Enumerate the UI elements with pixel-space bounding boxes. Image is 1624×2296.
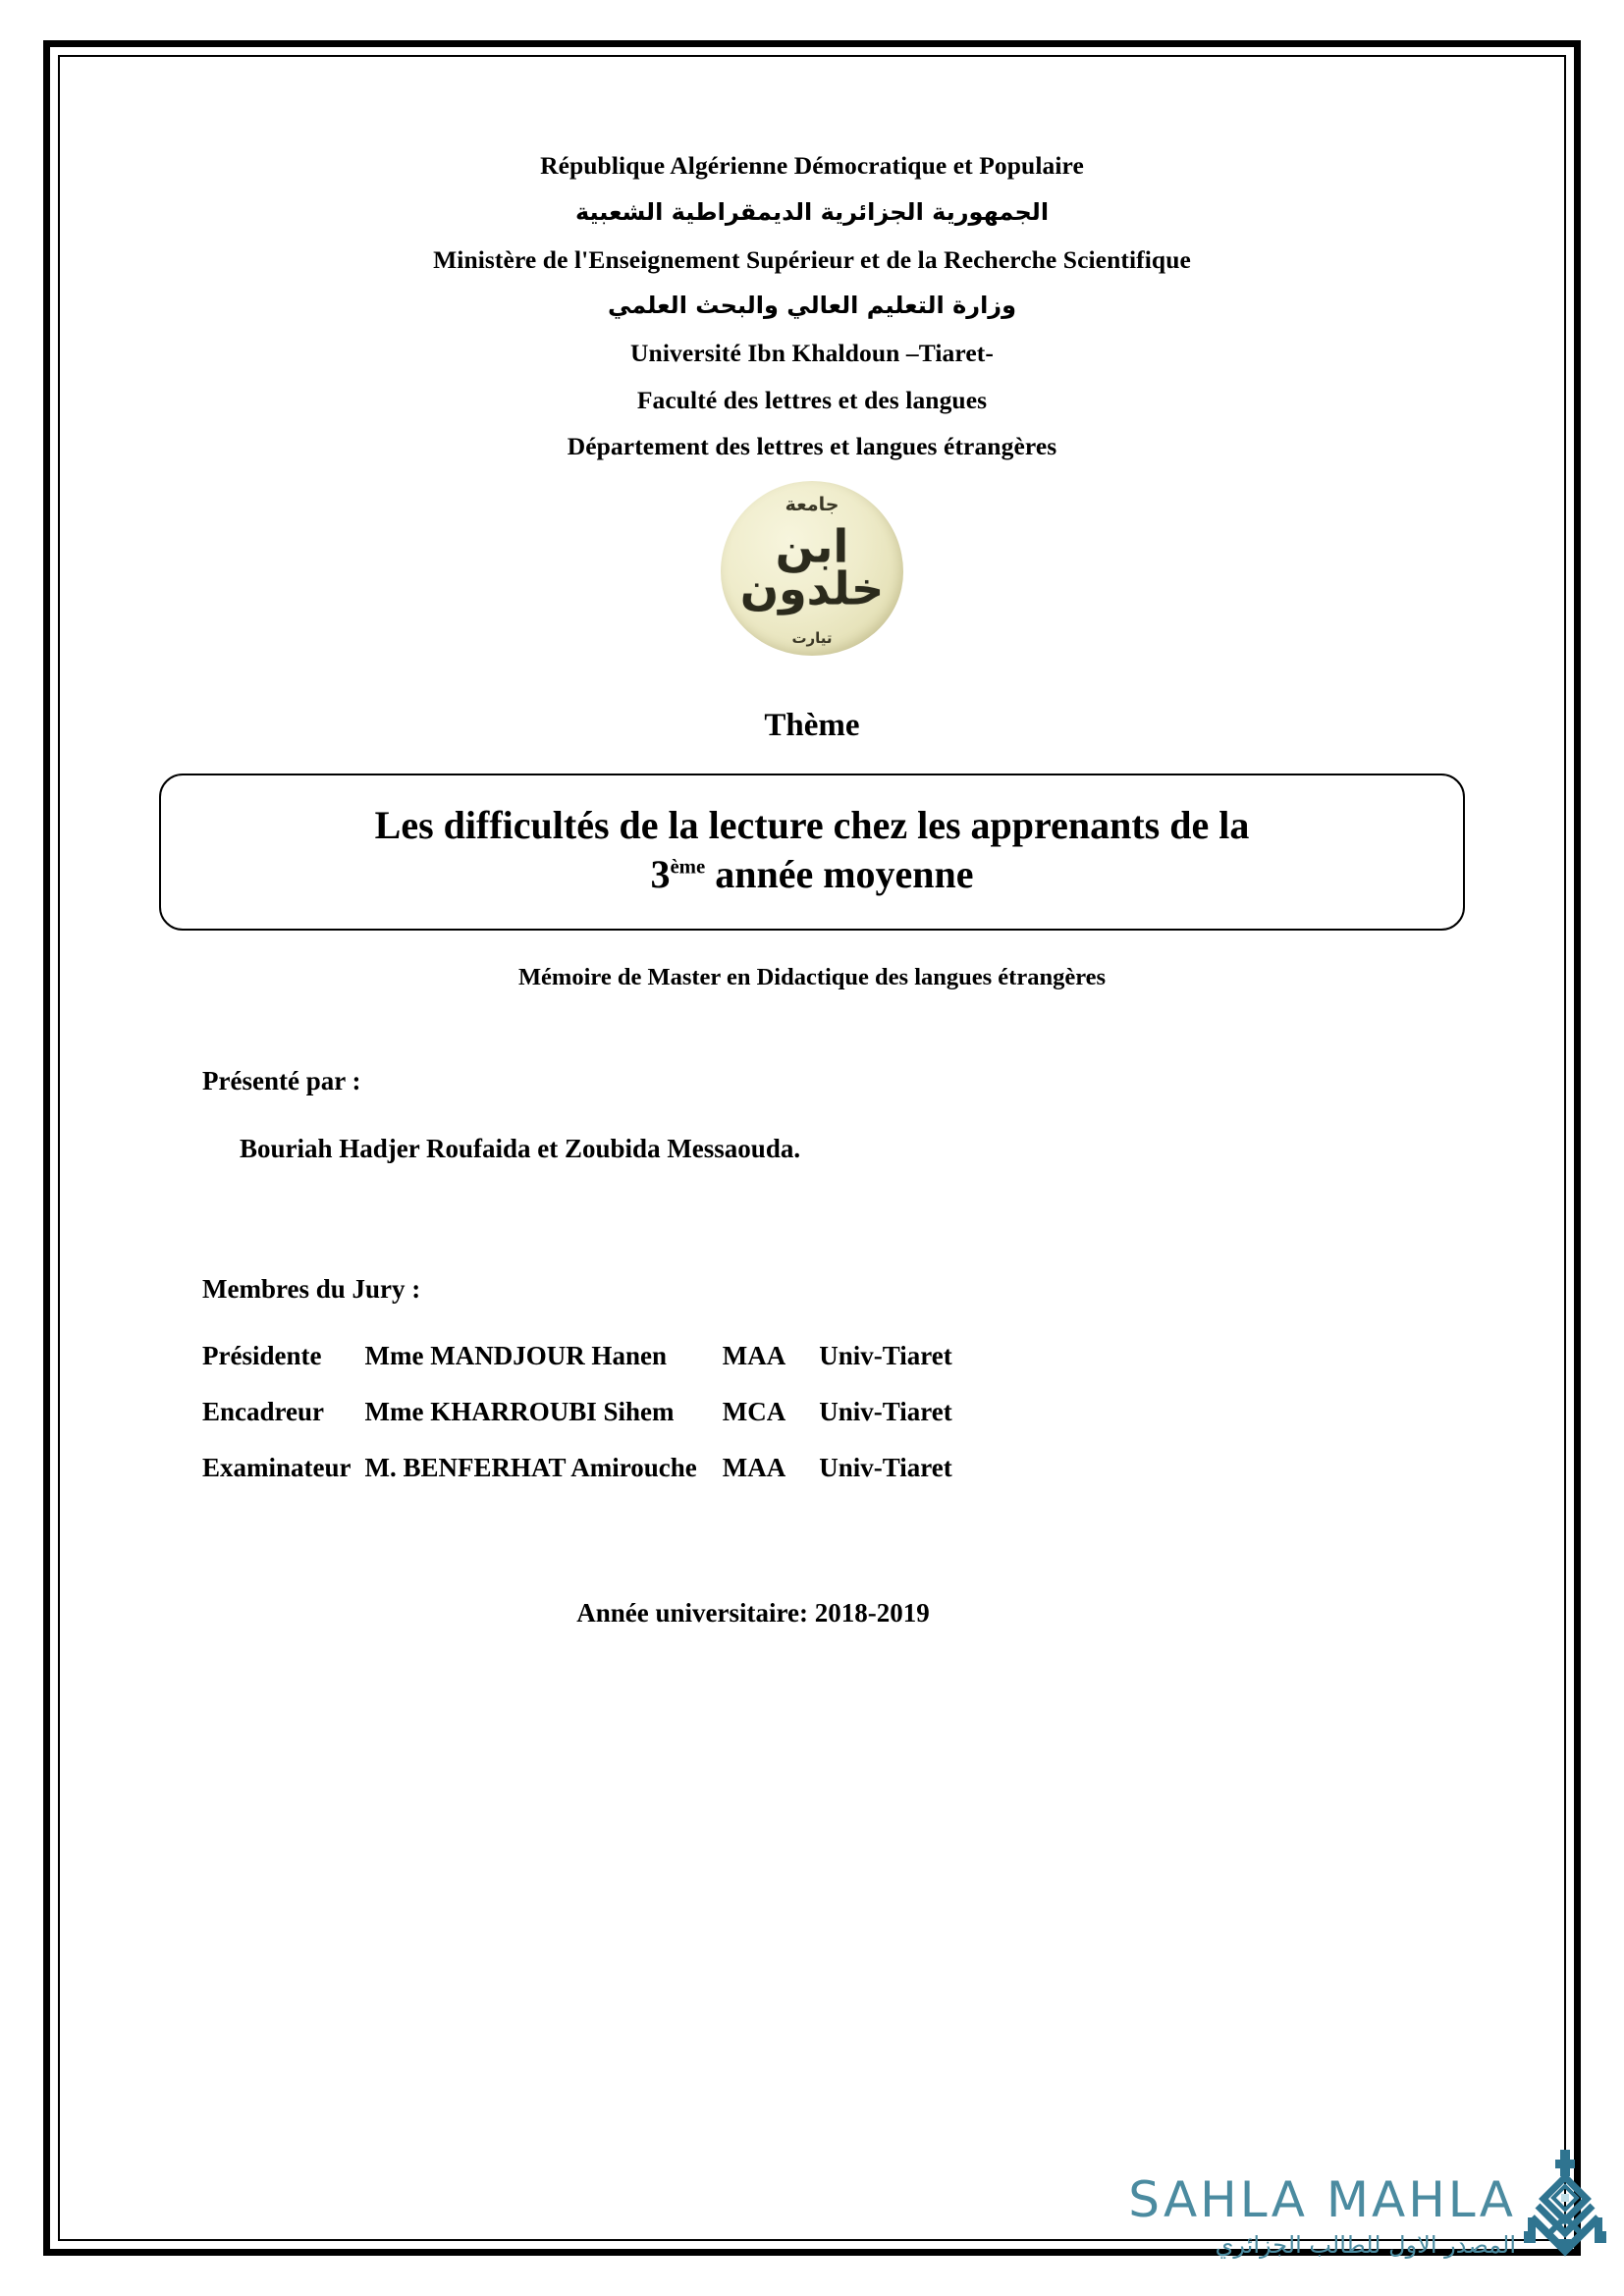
jury-university: Univ-Tiaret	[819, 1341, 952, 1371]
jury-role: Présidente	[202, 1341, 322, 1371]
republic-name-fr: République Algérienne Démocratique et Populaire	[540, 151, 1084, 180]
table-row	[202, 1384, 952, 1440]
presented-by-label: Présenté par :	[202, 1066, 361, 1096]
jury-role: Encadreur	[202, 1397, 325, 1427]
ministry-name-fr: Ministère de l'Enseignement Supérieur et de la Recherche Scientifique	[433, 244, 1191, 274]
jury-university: Univ-Tiaret	[819, 1453, 952, 1483]
university-emblem-wrapper	[149, 481, 1475, 661]
author-names: Bouriah Hadjer Roufaida et Zoubida Messaouda.	[240, 1134, 801, 1164]
jury-grade: MAA	[722, 1453, 786, 1483]
table-row	[202, 1440, 952, 1496]
university-name: Université Ibn Khaldoun –Tiaret-	[630, 339, 994, 367]
seal-bottom-script: تيارت	[791, 628, 833, 647]
thesis-title-line2-rest: année moyenne	[705, 851, 974, 896]
seal-top-script: جامعة	[785, 493, 839, 515]
jury-members-label: Membres du Jury :	[202, 1274, 421, 1305]
academic-year: Année universitaire: 2018-2019	[576, 1598, 930, 1629]
jury-grade: MCA	[722, 1397, 786, 1427]
thesis-title-ordinal: 3	[650, 851, 671, 896]
republic-name-ar: الجمهورية الجزائرية الديمقراطية الشعبية	[574, 197, 1050, 226]
institutional-header	[149, 153, 1475, 459]
thesis-title	[194, 801, 1430, 900]
thesis-title-box	[159, 774, 1465, 932]
theme-label: Thème	[764, 707, 860, 743]
watermark-brand-title: SAHLA MAHLA	[1128, 2171, 1516, 2228]
jury-grade: MAA	[722, 1341, 786, 1371]
university-seal-icon	[721, 481, 903, 656]
seal-main-script: ابن خلدون	[739, 518, 885, 615]
table-row	[202, 1328, 952, 1384]
jury-name: M. BENFERHAT Amirouche	[364, 1453, 697, 1483]
jury-members-table	[202, 1328, 952, 1496]
jury-university: Univ-Tiaret	[819, 1397, 952, 1427]
watermark-brand-subtitle: المصدر الاول للطالب الجزائري	[1215, 2231, 1516, 2259]
cover-page-content	[71, 59, 1553, 2238]
department-name: Département des lettres et langues étrangères	[567, 432, 1057, 460]
faculty-name: Faculté des lettres et des langues	[636, 385, 988, 414]
jury-name: Mme MANDJOUR Hanen	[364, 1341, 667, 1371]
ministry-name-ar: وزارة التعليم العالي والبحث العلمي	[607, 292, 1017, 319]
thesis-title-line1: Les difficultés de la lecture chez les apprenants de la	[374, 802, 1250, 847]
thesis-title-ordinal-suffix: ème	[670, 855, 706, 879]
degree-subtitle: Mémoire de Master en Didactique des langues étrangères	[517, 964, 1107, 991]
jury-role: Examinateur	[202, 1453, 352, 1483]
jury-name: Mme KHARROUBI Sihem	[364, 1397, 675, 1427]
